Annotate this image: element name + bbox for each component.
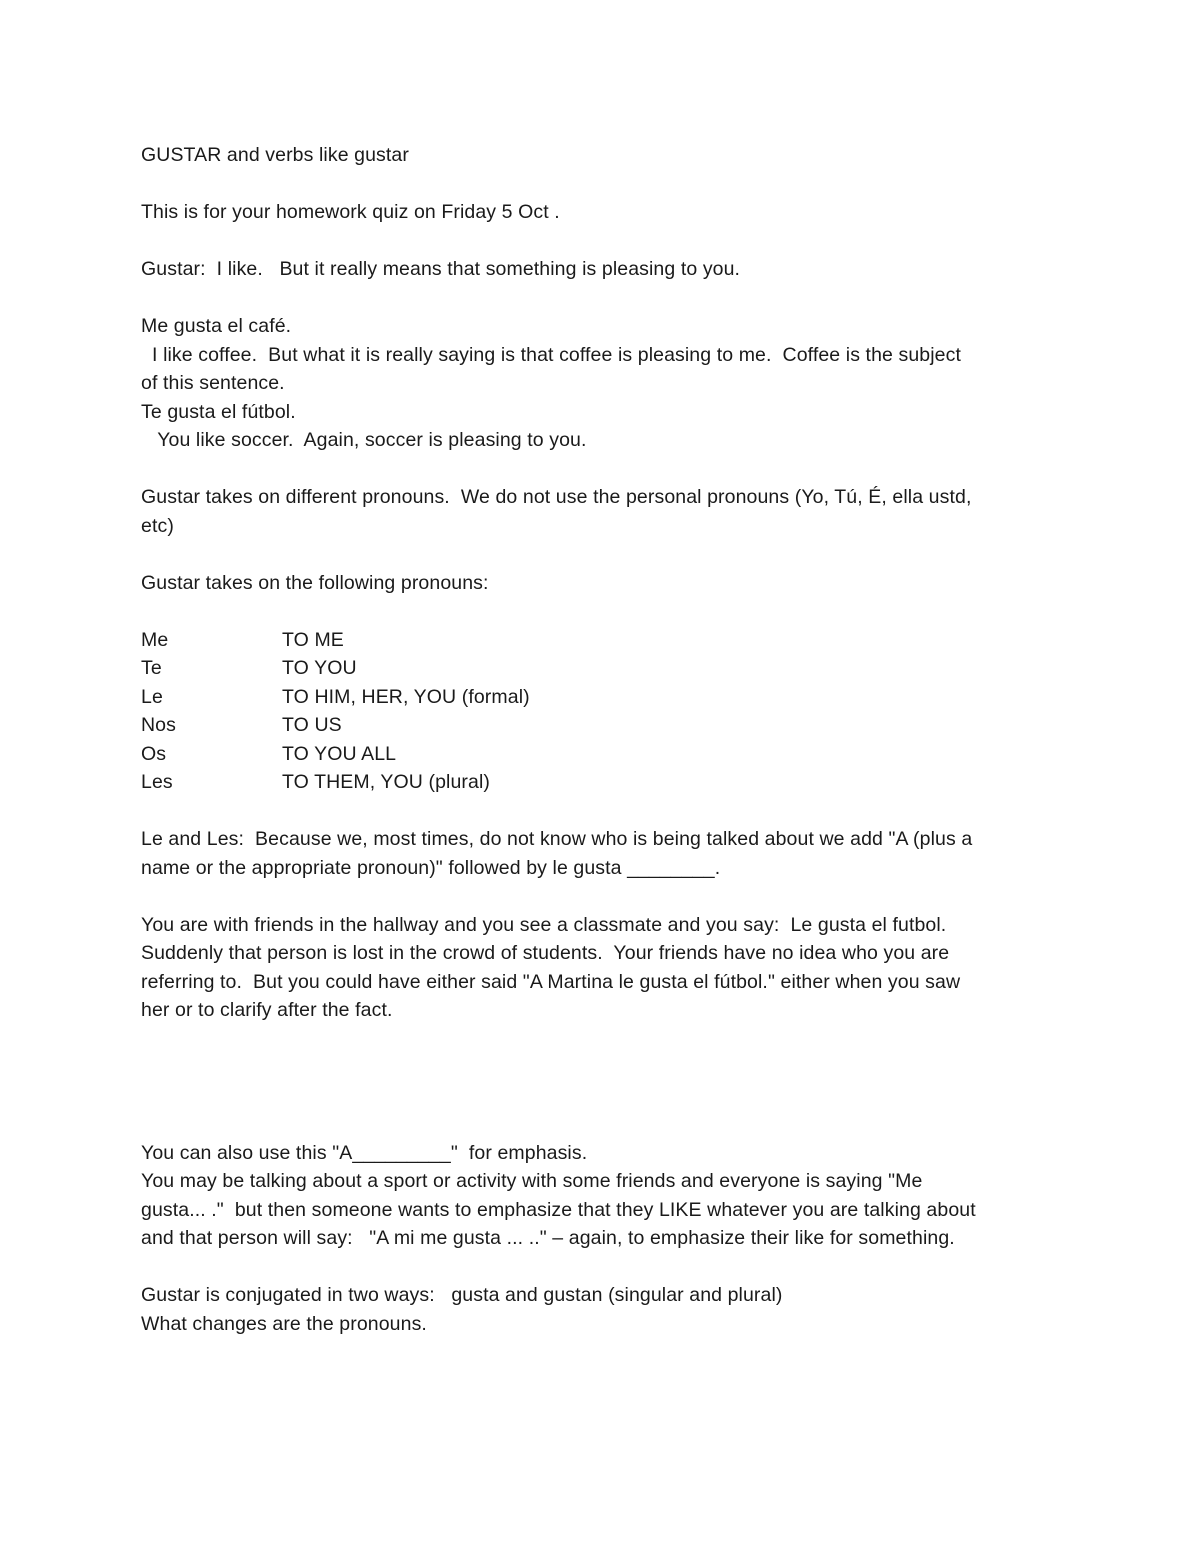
pronoun-english: TO HIM, HER, YOU (formal): [282, 685, 530, 708]
conjugation-note-2: What changes are the pronouns.: [141, 1312, 427, 1335]
spacer: [141, 597, 1071, 626]
emphasis-note-3: gusta... ." but then someone wants to emphasize that they LIKE whatever you are talking about: [141, 1198, 976, 1221]
pronoun-row: [141, 711, 1071, 740]
pronoun-english: TO YOU: [282, 657, 357, 679]
spacer: [141, 540, 1071, 569]
pronoun-spanish: Les: [141, 771, 173, 793]
pronoun-spanish: Te: [141, 657, 162, 679]
pronouns-intro: Gustar takes on the following pronouns:: [141, 571, 489, 594]
gustar-definition: Gustar: I like. But it really means that something is pleasing to you.: [141, 258, 741, 280]
pronoun-spanish: Me: [141, 628, 169, 651]
pronoun-english: TO ME: [282, 628, 344, 651]
spacer: [141, 1253, 1071, 1282]
pronoun-table: [141, 626, 1071, 797]
hallway-example-1: You are with friends in the hallway and you see a classmate and you say: Le gusta el futbol.: [141, 913, 947, 936]
pronouns-note-1: Gustar takes on different pronouns. We do not use the personal pronouns (Yo, Tú, É, ella ustd,: [141, 486, 972, 508]
document-page: [141, 141, 1071, 1338]
spacer: [141, 227, 1071, 256]
pronoun-english: TO US: [282, 714, 342, 736]
intro-text: This is for your homework quiz on Friday 5 Oct .: [141, 201, 560, 223]
le-les-note-1: Le and Les: Because we, most times, do not know who is being talked about we add "A (plus a: [141, 828, 973, 850]
spacer: [141, 1053, 1071, 1082]
spacer: [141, 1110, 1071, 1139]
pronoun-spanish: Nos: [141, 714, 176, 736]
spacer: [141, 882, 1071, 911]
example-explanation-1b: of this sentence.: [141, 372, 285, 394]
hallway-example-4: her or to clarify after the fact.: [141, 999, 393, 1021]
example-sentence-1: Me gusta el café.: [141, 315, 292, 337]
pronoun-row: [141, 626, 1071, 655]
pronoun-row: [141, 654, 1071, 683]
pronoun-english: TO YOU ALL: [282, 742, 397, 765]
pronoun-spanish: Le: [141, 685, 163, 708]
pronoun-row: [141, 768, 1071, 797]
conjugation-note-1: Gustar is conjugated in two ways: gusta and gustan (singular and plural): [141, 1284, 783, 1306]
hallway-example-3: referring to. But you could have either said "A Martina le gusta el fútbol." either when you saw: [141, 970, 961, 993]
emphasis-note-1: You can also use this "A_________" for emphasis.: [141, 1141, 588, 1164]
pronoun-english: TO THEM, YOU (plural): [282, 771, 490, 793]
example-explanation-1a: I like coffee. But what it is really saying is that coffee is pleasing to me. Coffee is the subject: [141, 343, 961, 366]
spacer: [141, 1082, 1071, 1111]
spacer: [141, 455, 1071, 484]
emphasis-note-4: and that person will say: "A mi me gusta ... .." – again, to emphasize their like for something.: [141, 1227, 955, 1249]
pronoun-row: [141, 683, 1071, 712]
pronoun-spanish: Os: [141, 742, 167, 765]
spacer: [141, 170, 1071, 199]
spacer: [141, 797, 1071, 826]
le-les-note-2: name or the appropriate pronoun)" followed by le gusta ________.: [141, 856, 721, 879]
pronouns-note-2: etc): [141, 514, 174, 537]
pronoun-row: [141, 740, 1071, 769]
spacer: [141, 1025, 1071, 1054]
emphasis-note-2: You may be talking about a sport or activity with some friends and everyone is saying "Me: [141, 1170, 923, 1192]
document-title: GUSTAR and verbs like gustar: [141, 144, 409, 166]
spacer: [141, 284, 1071, 313]
example-sentence-2: Te gusta el fútbol.: [141, 400, 296, 423]
hallway-example-2: Suddenly that person is lost in the crowd of students. Your friends have no idea who you are: [141, 942, 950, 964]
example-explanation-2: You like soccer. Again, soccer is pleasing to you.: [141, 429, 587, 451]
